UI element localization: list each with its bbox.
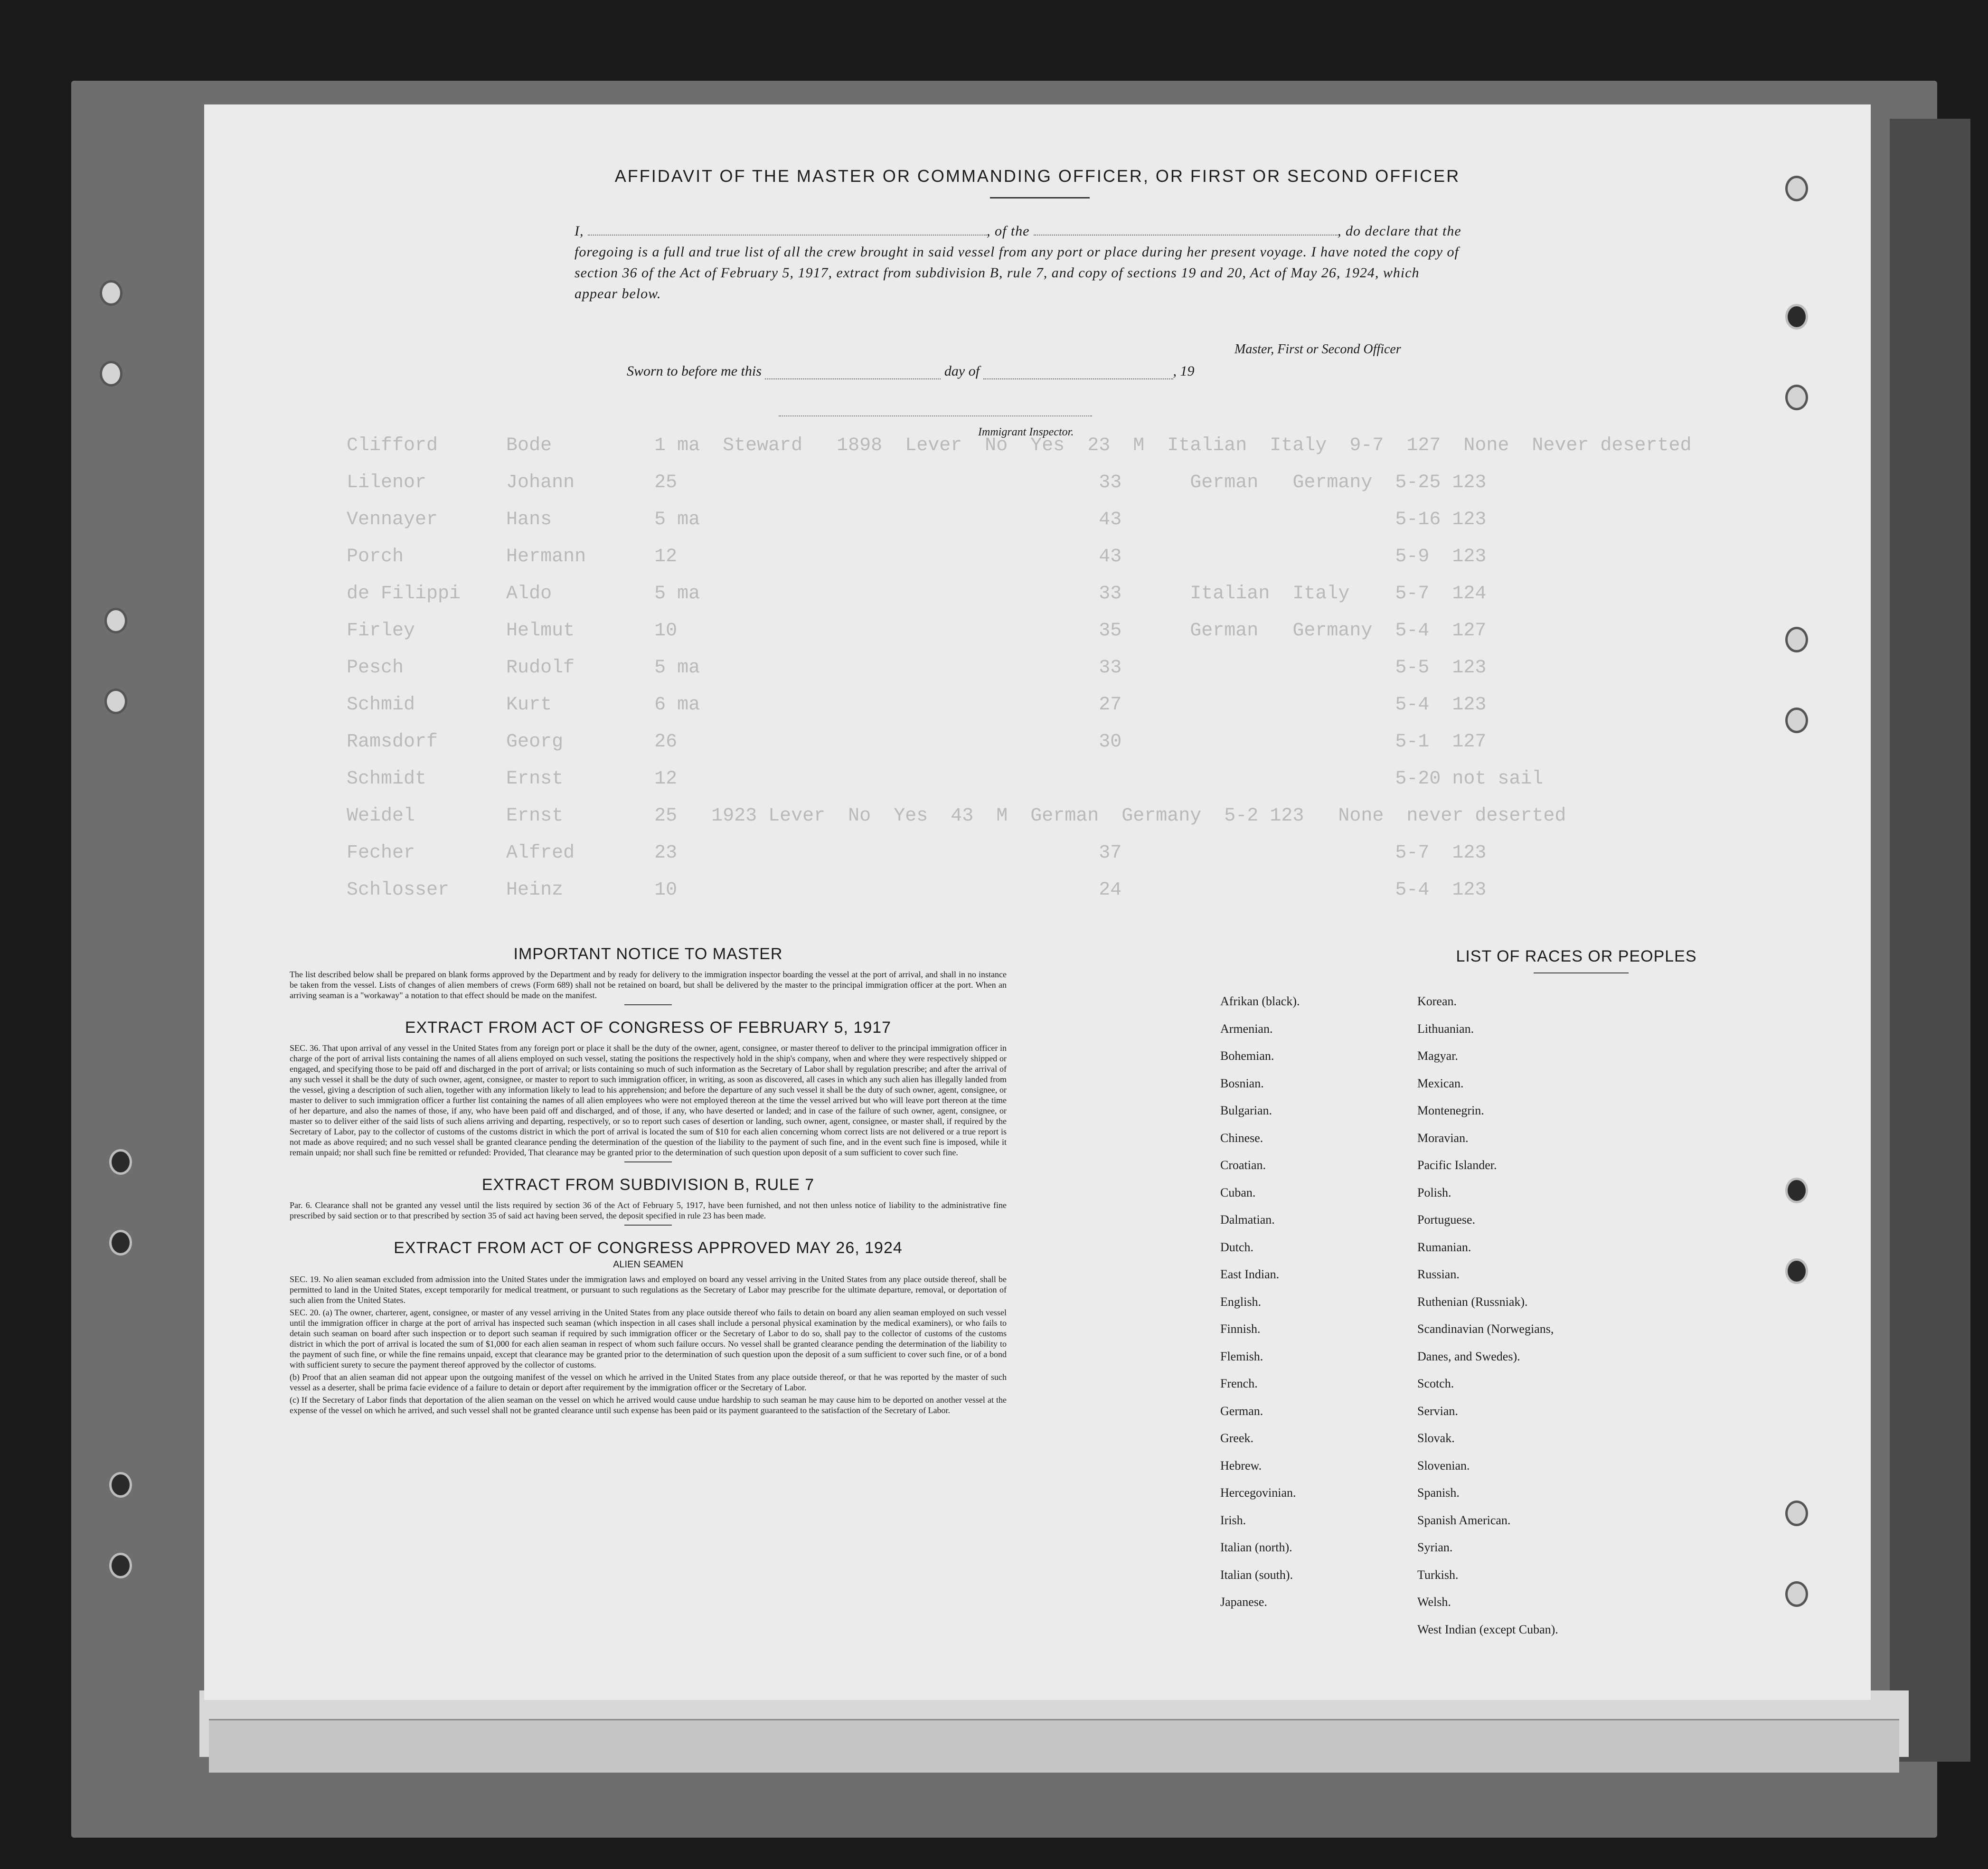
races-title: LIST OF RACES OR PEOPLES (1456, 947, 1697, 965)
race-item: Japanese. (1220, 1595, 1267, 1609)
divider (624, 1225, 672, 1226)
sec20a-text: SEC. 20. (a) The owner, charterer, agent, consignee, or master of any vessel arriving in the United States from any place outside thereof who fails to detain on board any alien seaman employed on such vessel until the immigration officer in charge at the port of arrival has inspected such seaman (which inspection in all cases shall include a personal physical examination by the medical examiners), or who fails to detain such seaman on board after such inspection or to deport such seaman if required by such immigration officer or the Secretary of Labor to do so, shall pay to the collector of customs of the customs district in which the port of arrival is located the sum of $1,000 for each alien seaman in respect of whom such failure occurs. No vessel shall be granted clearance pending the determination of the liability to the payment of such fine, or while the fine remains unpaid, except that clearance may be granted prior to the determination of such question upon the deposit of a sum sufficient to cover such fine, or of a bond with sufficient surety to secure the payment thereof approved by the collector of customs. (290, 1308, 1007, 1369)
page-hole (1785, 176, 1808, 201)
race-item: German. (1220, 1404, 1263, 1418)
race-item: Dutch. (1220, 1240, 1254, 1254)
race-item: Slovenian. (1417, 1458, 1470, 1473)
race-item: Spanish American. (1417, 1513, 1511, 1527)
race-item: Spanish. (1417, 1486, 1460, 1500)
race-item: Greek. (1220, 1431, 1254, 1445)
race-item: Syrian. (1417, 1540, 1453, 1554)
rule7-title: EXTRACT FROM SUBDIVISION B, RULE 7 (481, 1176, 815, 1194)
declaration-of-the: , of the (987, 223, 1030, 239)
title-underline (990, 197, 1090, 198)
race-item: Mexican. (1417, 1076, 1464, 1090)
declaration-do-declare: , do declare (1338, 223, 1411, 239)
race-item: Dalmatian. (1220, 1213, 1275, 1227)
race-item: Irish. (1220, 1513, 1246, 1527)
race-item: Hebrew. (1220, 1458, 1262, 1473)
race-item: French. (1220, 1377, 1258, 1390)
affidavit-title: AFFIDAVIT OF THE MASTER OR COMMANDING OFFICER, OR FIRST OR SECOND OFFICER (614, 166, 1460, 186)
race-item: Croatian. (1220, 1158, 1266, 1172)
race-item: Moravian. (1417, 1131, 1469, 1145)
race-item: Cuban. (1220, 1185, 1256, 1199)
declaration-text: that the foregoing is a full and true list of all the crew brought in said vessel from any port or place during her present voyage. I have noted the copy of section 36 of the Act of February 5, 1917, extract from subdivision B, rule 7, and copy of sections 19 and 20, Act of May 26, 1924, which appear below. (575, 223, 1461, 302)
page-hole (1785, 304, 1808, 330)
races-underline (1534, 972, 1629, 973)
race-item: Polish. (1417, 1185, 1451, 1199)
inspector-signature-line[interactable] (779, 415, 1092, 416)
binder-hole (104, 608, 127, 633)
race-item: Armenian. (1220, 1021, 1273, 1036)
binder-hole (104, 689, 127, 714)
page-hole (1785, 708, 1808, 733)
race-item: West Indian (except Cuban). (1417, 1622, 1558, 1636)
race-item: Chinese. (1220, 1131, 1263, 1145)
affidavit-declaration (575, 221, 1462, 304)
page-hole (1785, 1258, 1808, 1284)
binder-spine (1890, 119, 1970, 1762)
race-item: Servian. (1417, 1404, 1458, 1418)
manifest-page (204, 104, 1871, 1700)
race-item: Flemish. (1220, 1349, 1263, 1363)
page-hole (1785, 627, 1808, 652)
page-hole (1785, 385, 1808, 410)
binder-hole (100, 280, 122, 306)
binder-hole (109, 1553, 132, 1578)
sec20c-text: (c) If the Secretary of Labor finds that deportation of the alien seaman on the vessel on which he arrived would cause undue hardship to such seaman he may cause him to be deported on another vessel at the expense of the vessel on which he arrived, and such vessel shall not be granted clearance until such expense has been paid or its payment guaranteed to the satisfaction of the Secretary of Labor. (290, 1395, 1007, 1415)
alien-seamen-subtitle: ALIEN SEAMEN (613, 1259, 683, 1270)
rule7-text: Par. 6. Clearance shall not be granted any vessel until the lists required by section 36 of the Act of February 5, 1917, have been furnished, and not then unless notice of liability to the administrative fine prescribed by said section or to that prescribed by section 35 of said act having been served, the deposit specified in rule 23 has been made. (290, 1200, 1007, 1220)
race-item: Korean. (1417, 994, 1457, 1008)
race-item: Afrikan (black). (1220, 994, 1300, 1008)
race-item: Bohemian. (1220, 1049, 1274, 1063)
race-item: Welsh. (1417, 1595, 1451, 1609)
divider (624, 1004, 672, 1005)
notice-text: The list described below shall be prepared on blank forms approved by the Department and by ready for delivery to the immigration inspector boarding the vessel at the port of arrival, and shall in no instance be taken from the vessel. Lists of changes of alien members of crews (Form 689) shall not be retained on board, but shall be delivered by the master to the principal immigration officer at the port. When an arriving seaman is a "workaway" a notation to that effect should be made on the manifest. (290, 970, 1007, 1000)
extract-1924-title: EXTRACT FROM ACT OF CONGRESS APPROVED MAY 26, 1924 (394, 1239, 903, 1257)
race-item: Turkish. (1417, 1567, 1459, 1582)
page-hole (1785, 1178, 1808, 1203)
day-blank[interactable] (765, 378, 941, 379)
binder-hole (100, 361, 122, 387)
race-item: Russian. (1417, 1267, 1460, 1281)
extract-1917-text: SEC. 36. That upon arrival of any vessel in the United States from any foreign port or place it shall be the duty of the owner, agent, consignee, or master thereof to deliver to the principal immigration officer in charge of the port of arrival lists containing the names of all aliens employed on such vessel, stating the positions the respectively hold in the ship's company, when and where they were respectively shipped or engaged, and specifying those to be paid off and discharged in the port of arrival; or lists containing so much of such information as the Secretary of Labor shall by regulation prescribe; and after the arrival of any such vessel it shall be the duty of such owner, agent, consignee, or master to report to such immigration officer, in writing, as soon as discovered, all cases in which any such alien has illegally landed from the vessel, giving a description of such alien, together with any information likely to lead to his apprehension; and before the departure of any such vessel it shall be the duty of such owner, agent, consignee, or master to deliver to such immigration officer a further list containing the names of all alien employees who were not employed thereon at the time the vessel arrived but who will leave port thereon at the time of her departure, and also the names of those, if any, who have been paid off and discharged, and of those, if any, who have deserted or landed; and in case of the failure of such owner, agent, consignee, or master so to deliver either of the said lists of such aliens arriving and departing, respectively, or so to report such cases of desertion or landing, such owner, agent, consignee, or master shall, if required by the Secretary of Labor, pay to the collector of customs of the customs district in which the port of arrival is located the sum of $10 for each alien concerning whom correct lists are not delivered or a true report is not made as above required; and no such vessel shall be granted clearance pending the determination of the question of the liability to the payment of such fine, and in the event such fine is imposed, while it remain unpaid; nor shall such fine be remitted or refunded: Provided, That clearance may be granted prior to the determination of such question upon deposit of a sum sufficient to cover such fine. (290, 1043, 1007, 1157)
sec19-text: SEC. 19. No alien seaman excluded from admission into the United States under the immigration laws and employed on board any vessel arriving in the United States from any place outside thereof, shall be permitted to land in the United States, except temporarily for medical treatment, or pursuant to such regulations as the Secretary of Labor may prescribe for the ultimate departure, removal, or deportation of such alien from the United States. (290, 1274, 1007, 1305)
races-list-right (1417, 988, 1558, 1643)
race-item: East Indian. (1220, 1267, 1280, 1281)
bleed-through-text: Clifford Bode 1 ma Steward 1898 Lever No Yes 23 M Italian Italy 9-7 127 None Never deserted Lilenor Johann 25 33 German Germany 5-25 123 Vennayer Hans 5 ma 43 5-16 123 Porch Hermann 12 43 5-9 123 de Filippi Aldo 5 ma 33 Italian Italy 5-7 124 Firley Helmut 10 35 German Germany 5-4 127 Pesch Rudolf 5 ma 33 5-5 123 Schmid Kurt 6 ma 27 5-4 123 Ramsdorf Georg 26 30 5-1 127 Schmidt Ernst 12 5-20 not sail Weidel Ernst 25 1923 Lever No Yes 43 M German Germany 5-2 123 None never deserted Fecher Alfred 23 37 5-7 123 Schlosser Heinz 10 24 5-4 123 (347, 435, 1692, 901)
race-item: Finnish. (1220, 1322, 1261, 1336)
binder-hole (109, 1230, 132, 1255)
race-item: Scotch. (1417, 1377, 1454, 1390)
race-item: Bosnian. (1220, 1076, 1264, 1090)
race-item: Magyar. (1417, 1049, 1458, 1063)
race-item: Rumanian. (1417, 1240, 1471, 1254)
race-item: English. (1220, 1294, 1261, 1309)
month-blank[interactable] (983, 378, 1173, 379)
extract-1917-title: EXTRACT FROM ACT OF CONGRESS OF FEBRUARY 5, 1917 (405, 1019, 892, 1037)
sworn-day-of: day of (944, 363, 980, 379)
races-list-left (1220, 988, 1300, 1616)
signature-label: Master, First or Second Officer (1234, 342, 1401, 357)
legal-notices (290, 945, 1007, 1417)
divider (624, 1161, 672, 1162)
race-item: Italian (north). (1220, 1540, 1292, 1554)
notice-title: IMPORTANT NOTICE TO MASTER (513, 945, 783, 963)
race-item: Ruthenian (Russniak). (1417, 1294, 1528, 1309)
page-hole (1785, 1501, 1808, 1526)
race-item: Pacific Islander. (1417, 1158, 1497, 1172)
race-item: Montenegrin. (1417, 1104, 1484, 1117)
sworn-line (627, 363, 1195, 379)
binder-hole (109, 1472, 132, 1498)
sworn-prefix: Sworn to before me this (627, 363, 762, 379)
race-item: Bulgarian. (1220, 1104, 1272, 1117)
sworn-year: , 19 (1173, 363, 1195, 379)
race-item: Lithuanian. (1417, 1021, 1474, 1036)
vessel-name-blank[interactable] (1034, 235, 1338, 236)
page-stack-lower (209, 1719, 1899, 1773)
race-item: Portuguese. (1417, 1213, 1476, 1227)
master-name-blank[interactable] (588, 235, 987, 236)
sec20b-text: (b) Proof that an alien seaman did not appear upon the outgoing manifest of the vessel on which he arrived in the United States from any place outside thereof, or that he was reported by the master of such vessel as a deserter, shall be prima facie evidence of a failure to detain or deport after requirement by the immigration officer or the Secretary of Labor. (290, 1372, 1007, 1392)
binder-hole (109, 1149, 132, 1175)
race-item: Italian (south). (1220, 1567, 1293, 1582)
race-item: Hercegovinian. (1220, 1486, 1296, 1500)
race-item: Slovak. (1417, 1431, 1455, 1445)
inspector-label: Immigrant Inspector. (978, 426, 1074, 438)
race-item: Scandinavian (Norwegians, Danes, and Swedes). (1417, 1322, 1554, 1363)
declaration-i: I, (575, 223, 584, 239)
page-hole (1785, 1581, 1808, 1607)
